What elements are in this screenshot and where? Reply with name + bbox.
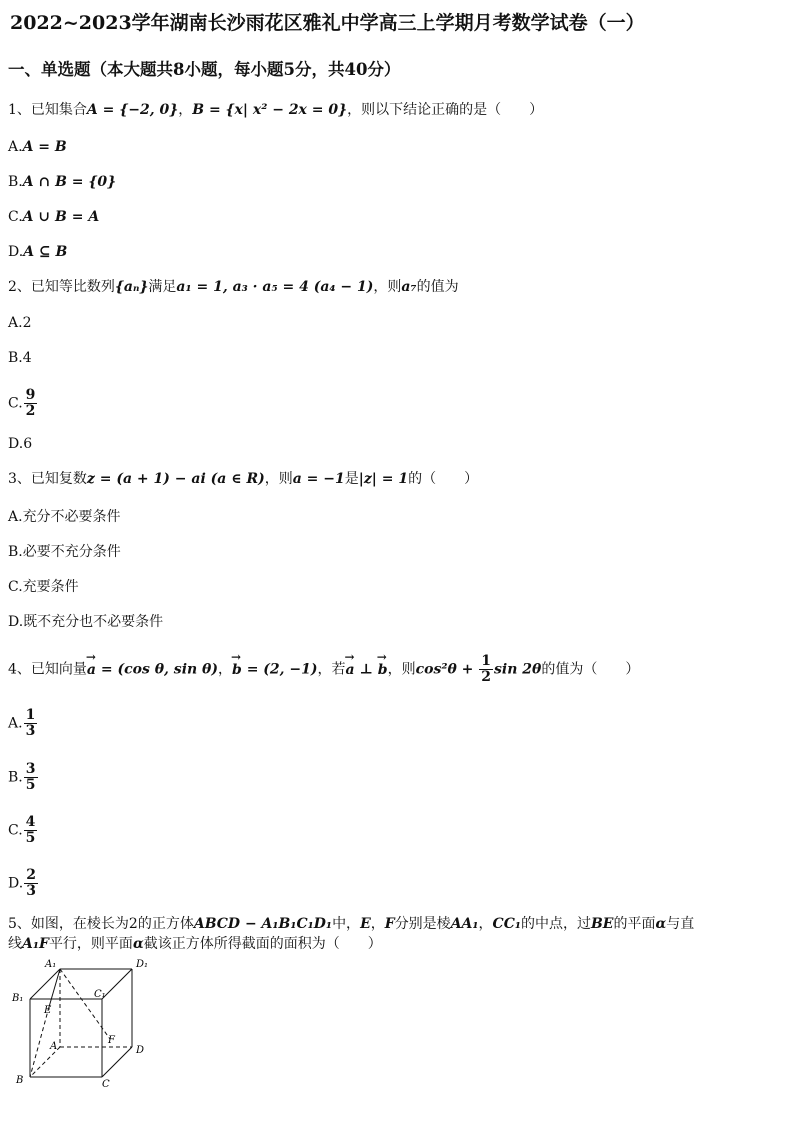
option-letter: B.: [8, 174, 23, 190]
vector-a: → a: [87, 660, 96, 680]
q5-point-e: E: [360, 916, 371, 932]
q2-condition: a₁ = 1, a₃ · a₅ = 4 (a₄ − 1): [176, 279, 374, 295]
q5-line-be: BE: [590, 916, 614, 932]
option-letter: C.: [8, 395, 23, 412]
q2-option-c: [8, 388, 38, 419]
exam-title: 2022~2023学年湖南长沙雨花区雅礼中学高三上学期月考数学试卷（一）: [10, 12, 645, 34]
q5-comma-2: ，: [478, 916, 493, 932]
edge-c1-d1: [102, 969, 132, 999]
q4-suffix: 的值为（ ）: [541, 661, 640, 678]
q3-option-a: [8, 507, 121, 527]
label-d: D: [136, 1045, 145, 1056]
fraction-denominator: 3: [26, 883, 36, 899]
q5-edge-aa1: AA₁: [450, 916, 479, 932]
option-letter: A.: [8, 139, 23, 155]
q1-suffix: ，则以下结论正确的是（ ）: [347, 102, 544, 118]
edge-c-d: [102, 1047, 132, 1077]
question-3: [8, 469, 478, 489]
q3-complex: z = (a + 1) − ai (a ∈ R): [86, 471, 265, 487]
label-c1: C₁: [94, 989, 106, 1000]
label-d1: D₁: [136, 959, 149, 970]
q2-suffix: 的值为: [416, 279, 459, 295]
option-letter: C.: [8, 209, 23, 225]
q5-mid2: 分别是棱: [394, 916, 451, 932]
option-text: 充要条件: [22, 579, 79, 595]
q5-comma: ，: [370, 916, 385, 932]
q4-expression-1: cos²θ +: [415, 661, 479, 678]
option-letter: B.: [8, 350, 23, 366]
vector-a: → a: [346, 660, 355, 680]
fraction-denominator: 5: [25, 777, 36, 793]
q1-set-a: A = {−2, 0}: [86, 102, 179, 118]
q5-cube: ABCD − A₁B₁C₁D₁: [193, 916, 333, 932]
q5-line2-prefix: 线: [8, 936, 22, 952]
section-heading: 一、单选题（本大题共8小题，每小题5分，共40分）: [8, 60, 401, 79]
question-5-line-1: [8, 914, 694, 934]
question-2: [8, 277, 459, 297]
q3-condition-2: |z| = 1: [358, 471, 409, 487]
q4-vector-b-value: = (2, −1): [241, 661, 318, 678]
option-fraction: [24, 868, 38, 899]
label-b1: B₁: [12, 993, 24, 1004]
q4-comma: ，: [218, 661, 233, 678]
option-letter: D.: [8, 244, 24, 260]
q2-mid: 满足: [148, 279, 177, 295]
q4-vector-a-value: = (cos θ, sin θ): [96, 661, 219, 678]
label-b: B: [16, 1075, 24, 1086]
q2-prefix: 2、已知等比数列: [8, 279, 115, 295]
option-text: 必要不充分条件: [22, 544, 121, 560]
q1-prefix: 1、已知集合: [8, 102, 87, 118]
fraction-numerator: 1: [25, 707, 36, 723]
option-letter: D.: [8, 436, 24, 452]
option-letter: C.: [8, 822, 23, 839]
q5-mid4: 的平面: [613, 916, 656, 932]
label-a: A: [50, 1041, 58, 1052]
q4-option-b: [8, 762, 39, 793]
option-text: 4: [22, 350, 32, 366]
option-text: 充分不必要条件: [22, 509, 121, 525]
option-text: 2: [22, 315, 32, 331]
fraction-numerator: 1: [481, 653, 492, 669]
q5-plane-alpha: α: [655, 916, 667, 932]
q4-expression-2: sin 2θ: [494, 661, 542, 678]
q2-option-d: [8, 434, 32, 454]
q5-line2-mid: 平行，则平面: [48, 936, 133, 952]
q2-target: a₇: [401, 279, 417, 295]
q4-prefix: 4、已知向量: [8, 661, 87, 678]
option-letter: B.: [8, 769, 23, 786]
q2-option-b: [8, 348, 32, 368]
option-letter: C.: [8, 579, 23, 595]
q1-option-c: [8, 207, 99, 227]
option-fraction: [24, 388, 38, 419]
vector-b: → b: [378, 660, 388, 680]
q3-mid: ，则: [264, 471, 293, 487]
q5-line2-suffix: 截该正方体所得截面的面积为（ ）: [143, 936, 382, 952]
q4-perp: ⊥: [354, 661, 378, 678]
q5-edge-cc1: CC₁: [492, 916, 521, 932]
option-letter: A.: [8, 715, 23, 732]
fraction-numerator: 2: [26, 867, 36, 883]
option-letter: A.: [8, 315, 23, 331]
option-math: A = B: [22, 139, 67, 155]
segment-e-b: [30, 1007, 49, 1077]
q1-option-a: [8, 137, 67, 157]
q1-set-b: B = {x| x² − 2x = 0}: [192, 102, 348, 118]
fraction-denominator: 3: [25, 723, 36, 739]
option-letter: D.: [8, 614, 24, 630]
option-fraction: [24, 815, 38, 846]
cube-figure: [8, 955, 168, 1090]
q5-prefix: 5、如图，在棱长为2的正方体: [8, 916, 194, 932]
q4-option-d: [8, 868, 39, 899]
option-math: A ⊆ B: [23, 244, 68, 260]
option-letter: B.: [8, 544, 23, 560]
q4-fraction: [479, 654, 493, 685]
option-fraction: [24, 708, 38, 739]
q5-suffix: 与直: [666, 916, 695, 932]
option-fraction: [24, 762, 38, 793]
option-text: 6: [23, 436, 33, 452]
question-5-line-2: [8, 934, 382, 954]
q4-mid: ，若: [317, 661, 346, 678]
q4-mid2: ，则: [387, 661, 416, 678]
q5-point-f: F: [384, 916, 395, 932]
q3-prefix: 3、已知复数: [8, 471, 87, 487]
question-4: [8, 654, 639, 685]
fraction-numerator: 4: [25, 814, 36, 830]
q3-option-d: [8, 612, 163, 632]
fraction-numerator: 9: [25, 387, 36, 403]
fraction-denominator: 2: [481, 669, 492, 685]
q3-option-b: [8, 542, 121, 562]
q3-suffix: 的（ ）: [408, 471, 479, 487]
option-math: A ∪ B = A: [22, 209, 100, 225]
q2-mid2: ，则: [373, 279, 402, 295]
option-letter: D.: [8, 875, 24, 892]
label-c: C: [102, 1079, 110, 1090]
q2-sequence: {aₙ}: [114, 279, 149, 295]
vector-b: → b: [232, 660, 242, 680]
q3-mid2: 是: [344, 471, 359, 487]
q4-option-c: [8, 815, 38, 846]
q5-mid: 中，: [332, 916, 361, 932]
question-1: [8, 100, 543, 120]
option-text: 既不充分也不必要条件: [23, 614, 164, 630]
q1-option-b: [8, 172, 116, 192]
option-letter: A.: [8, 509, 23, 525]
q2-option-a: [8, 313, 31, 333]
q1-comma: ，: [178, 102, 193, 118]
fraction-denominator: 2: [25, 403, 36, 419]
q1-option-d: [8, 242, 67, 262]
q5-line-a1f: A₁F: [22, 936, 49, 952]
q4-option-a: [8, 708, 38, 739]
label-a1: A₁: [45, 959, 57, 970]
q5-mid3: 的中点，过: [520, 916, 591, 932]
fraction-denominator: 5: [25, 830, 36, 846]
label-e: E: [44, 1005, 52, 1016]
label-f: F: [108, 1035, 115, 1046]
q3-condition: a = −1: [292, 471, 345, 487]
q5-plane-alpha-2: α: [132, 936, 144, 952]
q3-option-c: [8, 577, 79, 597]
fraction-numerator: 3: [25, 761, 36, 777]
option-math: A ∩ B = {0}: [22, 174, 117, 190]
